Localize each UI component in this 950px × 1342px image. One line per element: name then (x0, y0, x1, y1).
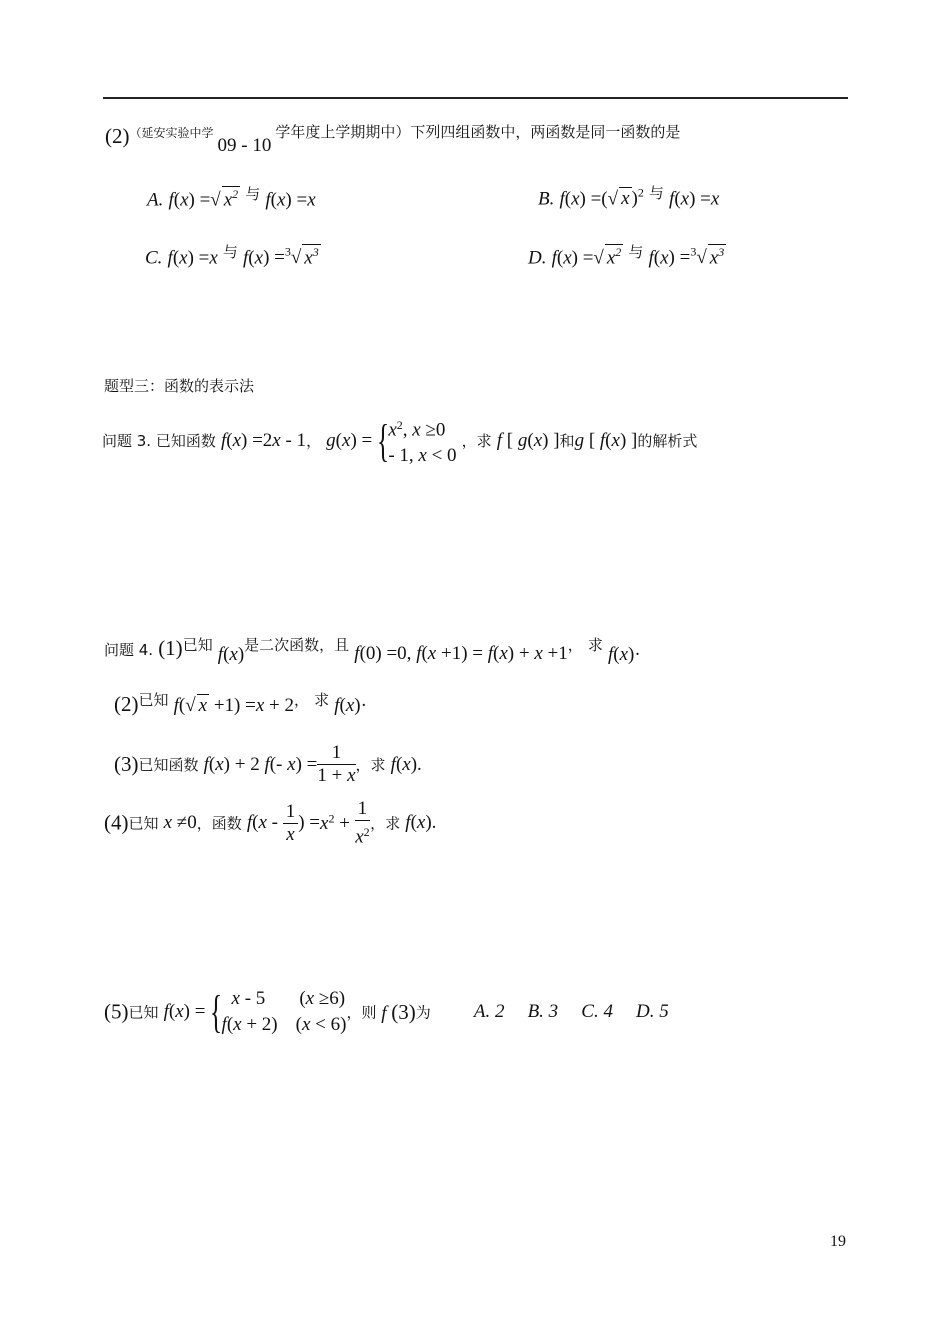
problem4-p4-number: (4) (104, 810, 129, 835)
problem3: 问题 3. 已知函数 f(x) =2x - 1， g(x) = { $x^2$, x ≥0 - 1, x < 0 ，求 f [ g(x) ]和g [ f(x) ]的解析式 (102, 414, 698, 467)
q2-line (105, 123, 681, 156)
q2-number: (2) (105, 124, 130, 148)
problem4-p2-text: 已知 (138, 691, 169, 709)
problem3-and: 和 (559, 432, 575, 451)
option-c-label: C. (145, 247, 163, 269)
q2-year: 09 - 10 (217, 135, 272, 156)
problem4-p1-ask: 求 (587, 636, 603, 654)
option-b: B. f(x) =(√ x )$^2$ 与 f(x) =x (538, 184, 720, 210)
problem4-part5: (5)已知 f(x) = { x - 5 (x ≥6) f(x + 2) (x < 6) ，则 f (3)为 A. 2 B. 3 C. 4 D. 5 (104, 986, 669, 1037)
choice-b: B. 3 (527, 1001, 559, 1022)
q2-source: （延安实验中学 (129, 126, 214, 140)
problem4-part2: (2)已知 f(√ x +1) =x + 2， 求 f(x)· (114, 691, 367, 716)
problem4-p3-ask: 求 (370, 756, 386, 774)
problem4-part4: (4)已知 x ≠0，函数 f(x - $\frac{1}{x}$ ) $=x^2$ + $\frac{1}{x^2}$ ，求 f(x). (104, 798, 437, 848)
problem4-p4-mid: ，函数 (196, 814, 242, 833)
option-d: D. f(x) =√ $x^2$ 与 f(x) =$^3$√ $x^3$ (528, 243, 725, 269)
problem4-p2-number: (2) (114, 692, 139, 716)
problem3-tail: 的解析式 (637, 432, 698, 451)
q2-text: 学年度上学期期中）下列四组函数中，两函数是同一函数的是 (275, 123, 681, 141)
problem4-p4-ask: 求 (385, 814, 401, 833)
choice-c: C. 4 (581, 1001, 613, 1022)
option-c-yu: 与 (222, 243, 238, 262)
problem4-p3-number: (3) (114, 752, 139, 776)
option-d-yu: 与 (628, 243, 644, 262)
problem3-lead: 问题 3. 已知函数 (102, 432, 216, 451)
problem4-p2-ask: 求 (314, 691, 330, 709)
problem4-p5-wei: 为 (415, 1003, 431, 1022)
option-a-label: A. (147, 189, 164, 211)
option-c: C. f(x) =x 与 f(x) =$^3$√ $x^3$ (145, 243, 319, 269)
problem3-ask: ，求 (461, 432, 492, 451)
top-rule (103, 97, 848, 99)
problem4-p1-mid: 是二次函数，且 (244, 636, 350, 654)
section3-title: 题型三：函数的表示法 (104, 377, 255, 395)
option-b-label: B. (538, 188, 555, 210)
problem4-p5-then: ，则 (346, 1003, 377, 1022)
problem4-p5-text: 已知 (128, 1003, 159, 1022)
page-number: 19 (830, 1233, 846, 1250)
option-a: A. f(x) =√ $x^2$ 与 f(x) =x (147, 185, 316, 211)
option-b-yu: 与 (648, 184, 664, 203)
option-d-label: D. (528, 247, 547, 269)
choice-d: D. 5 (636, 1001, 669, 1022)
problem4-p4-text: 已知 (128, 814, 159, 833)
option-a-yu: 与 (245, 185, 261, 204)
problem4-part1: 问题 4. (1)已知 f(x)是二次函数，且 f(0) =0, f(x +1) = f(x) + x +1， 求 f(x)· (104, 636, 641, 665)
problem4-p3-text: 已知函数 (138, 756, 199, 774)
problem4-part3: (3)已知函数 f(x) + 2 f(- x) = $\frac{1}{1 + x}$ ，求 f(x). (114, 742, 422, 786)
choice-a: A. 2 (473, 1001, 505, 1022)
problem4-p1-text: 已知 (182, 636, 213, 654)
problem4-p5-number: (5) (104, 999, 129, 1024)
problem4-lead: 问题 4. (104, 641, 154, 659)
problem4-p1-number: (1) (158, 636, 183, 660)
